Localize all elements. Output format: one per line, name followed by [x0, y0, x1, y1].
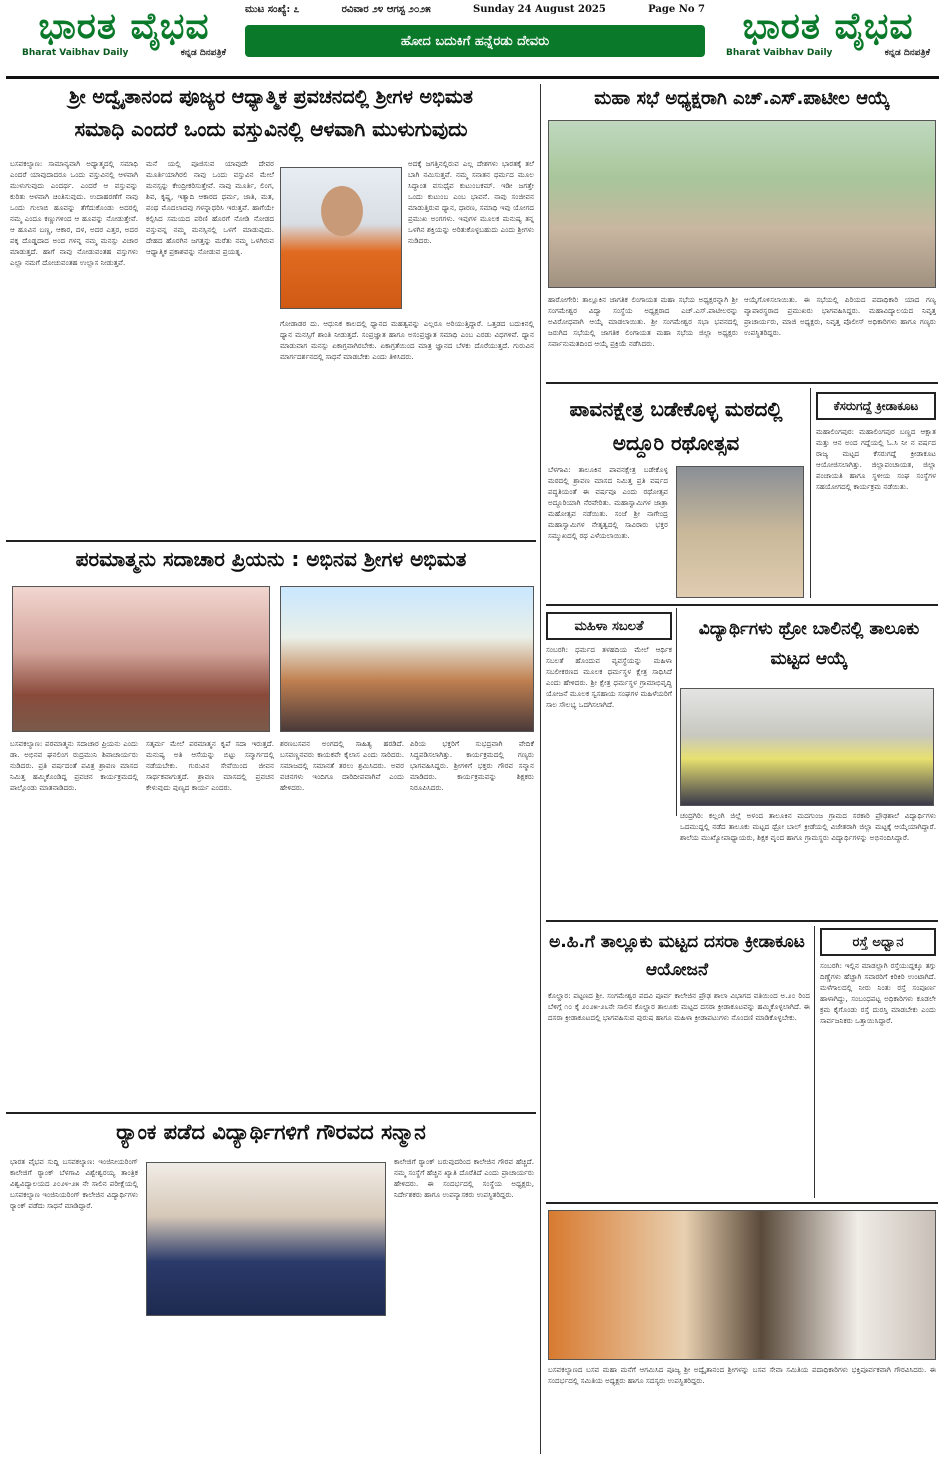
chariot-festival-photo: [676, 466, 804, 598]
masthead-rule: [6, 76, 939, 79]
article-body: ಕಾಲೇಜಿಗೆ ರ್‍ಯಾಂಕ್ ಬರುವುದರಿಂದ ಕಾಲೇಜಿನ ಗೌರವ ಹೆಚ್ಚಿದೆ. ನಮ್ಮ ಸಂಸ್ಥೆಗೆ ಹೆಚ್ಚಿನ ಖ್ಯಾತಿ ದೊರೆತಿದೆ ಎಂದು ಪ್ರಾಚಾರ್ಯರು ಹೇಳಿದರು. ಈ ಸಂದರ್ಭದಲ್ಲಿ ಸಂಸ್ಥೆಯ ಅಧ್ಯಕ್ಷರು, ನಿರ್ದೇಶಕರು ಹಾಗೂ ಉಪನ್ಯಾಸಕರು ಉಪಸ್ಥಿತರಿದ್ದರು.: [394, 1157, 534, 1199]
photo-caption: ಬಸವಕಲ್ಯಾಣದ ಬಸವ ಮಹಾ ಮನೆಗೆ ಆಗಮಿಸಿದ ಪೂಜ್ಯ ಶ್ರೀ ಅದ್ವೈತಾನಂದ ಶ್ರೀಗಳನ್ನು ಬಸವ ಸೇವಾ ಸಮಿತಿಯ ಪದಾಧಿಕಾರಿಗಳು ಭಕ್ತಿಪೂರ್ವಕವಾಗಿ ಗೌರವಿಸಿದರು. ಈ ಸಂದರ್ಭದಲ್ಲಿ ಸಮಿತಿಯ ಅಧ್ಯಕ್ಷರು ಹಾಗೂ ಸದಸ್ಯರು ಉಪಸ್ಥಿತರಿದ್ದರು.: [548, 1365, 936, 1385]
rank-students-group-photo: [146, 1162, 386, 1316]
section-divider: [546, 382, 938, 384]
kannada-date: ರವಿವಾರ ೨೪ ಆಗಸ್ಟ ೨೦೨೫: [341, 4, 431, 15]
article-body: ಮನೆ ಯಲ್ಲಿ ಪೂಜಿಸುವ ಯಾವುದೇ ದೇವರ ಮೂರ್ತಿಯಾಗಿರಲಿ ನಾವು ಒಂದು ವಸ್ತುವಿನ ಮೇಲೆ ಮನಸ್ಸನ್ನು ಕೇಂದ್ರೀಕರಿಸುತ್ತೇವೆ. ನಾವು ಮೂರ್ತಿ, ಲಿಂಗ, ಶಿವ, ಕೃಷ್ಣ, ಇತ್ಯಾದಿ ಆಕಾರದ ಧರ್ಮ, ಜಾತಿ, ಮತ, ಪಂಥ ಮೊದಲಾದವು ಗಳನ್ನಾಧರಿಸಿ ಇರುತ್ತವೆ. ಹಾಗೆಯೇ ಕಲ್ಪಿಸಿದ ಸಮಯದ ಪರಿಣಿ ಹೊರಗೆ ನೋಡಿ ನೋಡದ ವಸ್ತುವನ್ನ ನಮ್ಮ ಮನಸ್ಸಿನಲ್ಲಿ ಒಳಗೆ ಮಾಡುವುದು. ದೇಹದ ಹೊರಗಿನ ಜಗತ್ತನ್ನು ಮರೆತು ನಮ್ಮ ಒಳಗಿರುವ ಆಧ್ಯಾತ್ಮಿಕ ಪ್ರಕಾಶವನ್ನು ನೋಡುವ ಪ್ರಯತ್ನ.: [146, 159, 274, 256]
masthead: [0, 0, 945, 76]
brand-kannada: ಕನ್ನಡ ದಿನಪತ್ರಿಕೆ: [180, 48, 226, 58]
article-headline: ಮಹಿಳಾ ಸಬಲತೆ: [546, 612, 672, 640]
article-headline: ರಸ್ತೆ ಅಧ್ವಾನ: [820, 928, 936, 956]
article-body: ಸತ್ಕರ್ಮ ಮೇಲೆ ಪರಮಾತ್ಮನ ಕೃಪೆ ಸದಾ ಇರುತ್ತದೆ. ಮನುಷ್ಯ ಅತಿ ಆಸೆಯನ್ನು ಬಿಟ್ಟು ಸನ್ಮಾರ್ಗದಲ್ಲಿ ನಡೆಯಬೇಕು. ಗುರುವಿನ ಸೇವೆಯಿಂದ ಜೀವನ ಸಾರ್ಥಕವಾಗುತ್ತದೆ. ಶ್ರಾವಣ ಮಾಸದಲ್ಲಿ ಪ್ರವಚನ ಕೇಳುವುದು ಪುಣ್ಯದ ಕಾರ್ಯ ಎಂದರು.: [146, 739, 274, 792]
article-body: ಆಯ್ಕೆಗೊಳಿಸಲಾಯಿತು. ಈ ಸಭೆಯಲ್ಲಿ ಪಿರಿಯದ ಪದಾಧಿಕಾರಿ ಯಾದ ಗಣ್ಯ ವ್ಯಾಪಾರಸ್ಥರಾದ ಪ್ರಮುಖರು ಭಾಗವಹಿಸಿದ್ದರು. ಮಹಾವಿದ್ಯಾಲಯದ ನಿವೃತ್ತ ಪ್ರಾಚಾರ್ಯರು, ಮಾಜಿ ಅಧ್ಯಕ್ಷರು, ನಿವೃತ್ತ ಪೊಲೀಸ್ ಅಧಿಕಾರಿಗಳು ಹಾಗೂ ಗಣ್ಯರು ಉಪಸ್ಥಿತರಿದ್ದರು.: [744, 295, 936, 337]
article-body: ಸಂಬರಗಿ: ಧರ್ಮದ ತಳಹದಿಯ ಮೇಲೆ ಆರ್ಥಿಕ ಸಬಲತೆ ಹೊಂದುವ ವ್ಯವಸ್ಥೆಯನ್ನು ಮಹಿಳಾ ಸಬಲೀಕರಣದ ಮೂಲಕ ಧರ್ಮಸ್ಥಳ ಕ್ಷೇತ್ರ ಸಾಧಿಸಿದೆ ಎಂದು ಹೇಳಿದರು. ಶ್ರೀ ಕ್ಷೇತ್ರ ಧರ್ಮಸ್ಥಳ ಗ್ರಾಮಾಭಿವೃದ್ಧಿ ಯೋಜನೆ ಮೂಲಕ ಸ್ವಸಹಾಯ ಸಂಘಗಳ ಮಹಿಳೆಯರಿಗೆ ಸಾಲ ಸೌಲಭ್ಯ ಒದಗಿಸಲಾಗಿದೆ.: [546, 645, 672, 709]
issue-number: ಮುಟ ಸಂಖ್ಯೆ: ೭: [245, 4, 300, 15]
article-body: ಗೋಡಾಡರ ದು. ಆಧುನಿಕ ಕಾಲದಲ್ಲಿ ಧ್ಯಾನದ ಮಹತ್ವವನ್ನು ಎಲ್ಲರೂ ಅರಿಯುತ್ತಿದ್ದಾರೆ. ಒತ್ತಡದ ಬದುಕಿನಲ್ಲಿ ಧ್ಯಾನ ಮನಸ್ಸಿಗೆ ಶಾಂತಿ ನೀಡುತ್ತದೆ. ಸಂಪ್ರಜ್ಞಾತ ಹಾಗೂ ಅಸಂಪ್ರಜ್ಞಾತ ಸಮಾಧಿ ಎಂಬ ಎರಡು ವಿಧಗಳಿವೆ. ಧ್ಯಾನ ಮಾಡುವಾಗ ಮನಸ್ಸು ಏಕಾಗ್ರವಾಗಿರಬೇಕು. ಏಕಾಗ್ರತೆಯಿಂದ ಮಾತ್ರ ಜ್ಞಾನದ ಬೆಳಕು ದೊರೆಯುತ್ತದೆ. ಗುರುವಿನ ಮಾರ್ಗದರ್ಶನದಲ್ಲಿ ಸಾಧನೆ ಮಾಡಬೇಕು ಎಂದು ತಿಳಿಸಿದರು.: [280, 319, 534, 361]
article-headline: ಸಮಾಧಿ ಎಂದರೆ ಒಂದು ವಸ್ತುವಿನಲ್ಲಿ ಆಳವಾಗಿ ಮುಳುಗುವುದು: [74, 117, 468, 141]
swamiji-portrait-photo: [280, 167, 402, 309]
article-body: ಭಾರತ ವೈಭವ ಸುದ್ದಿ ಬಸವಕಲ್ಯಾಣ: ಇಂಜಿನೀಯರಿಂಗ್ ಕಾಲೇಜಿಗೆ ರ್‍ಯಾಂಕ್ ಬೆಳಗಾವಿ ವಿಶ್ವೇಶ್ವರಯ್ಯ ತಾಂತ್ರಿಕ ವಿಶ್ವವಿದ್ಯಾಲಯದ ೨೦೨೪-೨೫ ನೇ ಸಾಲಿನ ಪರೀಕ್ಷೆಯಲ್ಲಿ ಬಸವಕಲ್ಯಾಣ ಇಂಜಿನಿಯರಿಂಗ್ ಕಾಲೇಜಿನ ವಿದ್ಯಾರ್ಥಿಗಳು ರ್‍ಯಾಂಕ್ ಪಡೆದು ಸಾಧನೆ ಮಾಡಿದ್ದಾರೆ.: [10, 1157, 138, 1210]
column-divider: [540, 84, 541, 1454]
brand-english: Bharat Vaibhav Daily: [22, 48, 129, 58]
article-headline: ರ್‍ಯಾಂಕ ಪಡೆದ ವಿದ್ಯಾರ್ಥಿಗಳಿಗೆ ಗೌರವದ ಸನ್ಮಾನ: [116, 1120, 426, 1144]
article-headline: ಪರಮಾತ್ಮನು ಸದಾಚಾರ ಪ್ರಿಯನು : ಅಭಿನವ ಶ್ರೀಗಳ ಅಭಿಮತ: [75, 547, 467, 571]
article-body: ಬೆಳಗಾವಿ: ತಾಲೂಕಿನ ಪಾವನಕ್ಷೇತ್ರ ಬಡೇಕೊಳ್ಳ ಮಠದಲ್ಲಿ ಶ್ರಾವಣ ಮಾಸದ ನಿಮಿತ್ತ ಪ್ರತಿ ವರ್ಷದ ಪದ್ಧತಿಯಂತೆ ಈ ವರ್ಷವೂ ಎಂದು ರಥೋತ್ಸವ ಅದ್ದೂರಿಯಾಗಿ ನೆರವೇರಿತು. ಮಹಾಸ್ವಾಮಿಗಳ ಜಾತ್ರಾ ಮಹೋತ್ಸವ ನಡೆಯಿತು. ಸಂಜೆ ಶ್ರೀ ನಾಗೇಂದ್ರ ಮಹಾಸ್ವಾಮಿಗಳ ನೇತೃತ್ವದಲ್ಲಿ ಸಾವಿರಾರು ಭಕ್ತರ ಸಮ್ಮುಖದಲ್ಲಿ ರಥ ಎಳೆಯಲಾಯಿತು.: [548, 465, 668, 540]
face-shape: [321, 186, 363, 236]
article-body: ಬಸವಕಲ್ಯಾಣ: ಸಾಮಾನ್ಯವಾಗಿ ಅಧ್ಯಾತ್ಮದಲ್ಲಿ ಸಮಾಧಿ ಎಂದರೆ ಯಾವುದಾದರೂ ಒಂದು ವಸ್ತುವಿನಲ್ಲಿ ಆಳವಾಗಿ ಮುಳುಗುವುದು ಎಂದರ್ಥ. ಎಂದರೆ ಆ ವಸ್ತುವನ್ನು ಕುರಿತು ಆಳವಾಗಿ ಚಿಂತಿಸುವುದು. ಉದಾಹರಣೆಗೆ ನಾವು ಒಂದು ಗುಲಾಬಿ ಹೂವನ್ನು ತೆಗೆದುಕೊಂಡು ಅದರಲ್ಲಿ ನಮ್ಮ ಎಂದೂ ಕಣ್ಣುಗಳಿಂದ ಆ ಹೂವನ್ನು ನೋಡುತ್ತೇವೆ. ಆ ಹೂವಿನ ಬಣ್ಣ, ಆಕಾರ, ದಳ, ಅದರ ಎತ್ತರ, ಅದರ ಪಕ್ಕ ದೊಡ್ಡದಾದ ಅಂದ ಗಳನ್ನ ನಮ್ಮ ಮನಸ್ಸು ವಿಚಾರ ಮಾಡುತ್ತದೆ. ಹಾಗೆ ನಾವು ನೋಡುವಂತಹ ವಸ್ತುಗಳು ಎಲ್ಲಾ ನಮಗೆ ದೋಚುವಂತಹ ಉಲ್ಲಾಸ ನೀಡುತ್ತವೆ.: [10, 159, 138, 267]
section-divider: [6, 1112, 536, 1114]
article-headline: ಅ.ಹಿ.ಗೆ ತಾಲ್ಲೂಕು ಮಟ್ಟದ ದಸರಾ ಕ್ರೀಡಾಕೂಟ ಆಯೋಜನೆ: [549, 932, 805, 980]
brand-title: ಭಾರತ ವೈಭವ: [742, 5, 914, 47]
article-body: ಬಸವಕಲ್ಯಾಣ: ಪರಮಾತ್ಮನು ಸದಾಚಾರ ಪ್ರಿಯನು ಎಂದು ಡಾ. ಅಭಿನವ ಘನಲಿಂಗ ರುದ್ರಮುನಿ ಶಿವಾಚಾರ್ಯರು ನುಡಿದರು. ಪ್ರತಿ ವರ್ಷದಂತೆ ಪವಿತ್ರ ಶ್ರಾವಣ ಮಾಸದ ನಿಮಿತ್ತ ಹಮ್ಮಿಕೊಂಡಿದ್ದ ಪ್ರವಚನ ಕಾರ್ಯಕ್ರಮದಲ್ಲಿ ಪಾಲ್ಗೊಂಡು ಮಾತನಾಡಿದರು.: [10, 739, 138, 792]
brand-logo-left: [8, 4, 240, 68]
article-headline: ಪಾವನಕ್ಷೇತ್ರ ಬಡೇಕೊಳ್ಳ ಮಠದಲ್ಲಿ ಅದ್ದೂರಿ ರಥೋತ್ಸವ: [569, 397, 783, 455]
column-divider: [814, 926, 815, 1198]
page-number: Page No 7: [648, 4, 705, 15]
article-body: ಕೊಲ್ಹಾರ: ಪಟ್ಟಣದ ಶ್ರೀ. ಸಂಗಮೇಶ್ವರ ಪದವಿ ಪೂರ್ವ ಕಾಲೇಜಿನ ಪ್ರೌಢ ಶಾಲಾ ವಿಭಾಗದ ವತಿಯಿಂದ ಅ.೨೦ ರಿಂದ ಬೆಳಿಗ್ಗೆ ೧೦ ಕ್ಕೆ ೨೦೨೫-೨೬ನೇ ಸಾಲಿನ ಕೊಲ್ಹಾರ ತಾಲೂಕು ಮಟ್ಟದ ದಸರಾ ಕ್ರೀಡಾಕೂಟವನ್ನು ಹಮ್ಮಿಕೊಳ್ಳಲಾಗಿದೆ. ಈ ದಸರಾ ಕ್ರೀಡಾಕೂಟದಲ್ಲಿ ಭಾಗವಹಿಸುವ ಪುರುಷ ಹಾಗೂ ಮಹಿಳಾ ಕ್ರೀಡಾಪಟುಗಳು ನೊಂದಣಿ ಮಾಡಿಕೊಳ್ಳಬೇಕು.: [548, 991, 810, 1022]
section-divider: [546, 920, 938, 922]
article-body: ಮಹಾಲಿಂಗಪುರ: ಮಹಾಲಿಂಗಪುರ ಬಣ್ಣದ ಆಕ್ಷಾತ ಮತ್ತು ಆನ ಅಂದ ಗದ್ದೆಯಲ್ಲಿ ಓ.ಸಿ ನೀ ನ ವರ್ಷದ ರಾಜ್ಯ ಮಟ್ಟದ ಕೆಸರುಗದ್ದೆ ಕ್ರೀಡಾಕೂಟ ಆಯೋಜಿಸಲಾಗಿತ್ತು. ಜಿಲ್ಲಾಪಂಚಾಯತ, ಜಿಲ್ಲಾ ಪಂಚಾಯತಿ ಹಾಗೂ ಸ್ಥಳೀಯ ಸಂಘ ಸಂಸ್ಥೆಗಳ ಸಹಯೋಗದಲ್ಲಿ ಕಾರ್ಯಕ್ರಮ ನಡೆಯಿತು.: [816, 427, 936, 491]
issue-date: Sunday 24 August 2025: [473, 4, 606, 15]
issue-info: [245, 4, 705, 22]
column-divider: [810, 388, 811, 598]
brand-english: Bharat Vaibhav Daily: [726, 48, 833, 58]
section-divider: [546, 1202, 938, 1204]
meeting-group-photo: [548, 120, 936, 288]
article-body: ಪಿರಿಯ ಭಕ್ತರಿಗೆ ಸುಭದ್ರವಾಗಿ ವೇದಿಕೆ ಸಿದ್ಧಪಡಿಸಲಾಗಿತ್ತು. ಕಾರ್ಯಕ್ರಮದಲ್ಲಿ ಗಣ್ಯರು ಭಾಗವಹಿಸಿದ್ದರು. ಶ್ರೀಗಳಿಗೆ ಭಕ್ತರು ಗೌರವ ಸನ್ಮಾನ ಮಾಡಿದರು. ಕಾರ್ಯಕ್ರಮವನ್ನು ಶಿಕ್ಷಕರು ನಿರೂಪಿಸಿದರು.: [410, 739, 534, 792]
article-body: ಸಂಬರಗಿ: ಇಲ್ಲಿನ ಮಾಡಲ್ಲಾಗಿ ರಸ್ತೆಯುದ್ದಕ್ಕೂ ತಗ್ಗು ದಿಣ್ಣೆಗಳು ಹೆಚ್ಚಾಗಿ ಸವಾರರಿಗೆ ಕಿರಿಕಿರಿ ಉಂಟಾಗಿದೆ. ಮಳೆಗಾಲದಲ್ಲಿ ನೀರು ನಿಂತು ರಸ್ತೆ ಸಂಪೂರ್ಣ ಹಾಳಾಗಿದ್ದು, ಸಂಬಂಧಪಟ್ಟ ಅಧಿಕಾರಿಗಳು ಕೂಡಲೇ ಕ್ರಮ ಕೈಗೊಂಡು ರಸ್ತೆ ದುರಸ್ತಿ ಮಾಡಬೇಕು ಎಂದು ಸಾರ್ವಜನಿಕರು ಒತ್ತಾಯಿಸಿದ್ದಾರೆ.: [820, 961, 936, 1025]
felicitation-photo-2: [280, 586, 534, 732]
brand-title: ಭಾರತ ವೈಭವ: [38, 5, 210, 47]
article-body: ಹಾರೋಗೇರಿ: ತಾಲ್ಲೂಕಿನ ಜಾಗತಿಕ ಲಿಂಗಾಯತ ಮಹಾ ಸಭೆಯ ಅಧ್ಯಕ್ಷರನ್ನಾಗಿ ಶ್ರೀ ಸಂಗಮೇಶ್ವರ ವಿದ್ಯಾ ಸಂಸ್ಥೆಯ ಅಧ್ಯಕ್ಷರಾದ ಎಚ್.ಎಸ್.ಪಾಟೀಲರನ್ನು ಅವಿರೋಧವಾಗಿ ಆಯ್ಕೆ ಮಾಡಲಾಯಿತು. ಶ್ರೀ ಸಂಗಮೇಶ್ವರ ಸಭಾ ಭವನದಲ್ಲಿ ಜರುಗಿದ ಸಭೆಯಲ್ಲಿ ಜಾಗತಿಕ ಲಿಂಗಾಯತ ಮಹಾ ಸಭೆಯ ಜಿಲ್ಲಾ ಅಧ್ಯಕ್ಷರು ಸರ್ವಾನುಮತದಿಂದ ಆಯ್ಕೆ ಪ್ರಕ್ರಿಯೆ ನಡೆಸಿದರು.: [548, 295, 738, 348]
section-divider: [546, 604, 938, 606]
brand-logo-right: [712, 4, 944, 68]
felicitation-photo-1: [12, 586, 270, 732]
column-divider: [676, 608, 677, 816]
article-body: ಚಂದ್ರಗಿರಿ: ಕಲ್ಲಂಗಿ ಜಿಲ್ಲೆ ಅಳಂದ ತಾಲೂಕಿನ ಮದಗುಂಜ ಗ್ರಾಮದ ಸರಕಾರಿ ಪ್ರೌಢಶಾಲೆ ವಿದ್ಯಾರ್ಥಿಗಳು ಒದಮುದ್ದಲ್ಲಿ ನಡೆದ ತಾಲೂಕು ಮಟ್ಟದ ಥ್ರೋ ಬಾಲ್ ಕ್ರೀಡೆಯಲ್ಲಿ ವಿಜೇತರಾಗಿ ಜಿಲ್ಲಾ ಮಟ್ಟಕ್ಕೆ ಆಯ್ಕೆಯಾಗಿದ್ದಾರೆ. ಶಾಲೆಯ ಮುಖ್ಯೋಪಾಧ್ಯಾಯರು, ಶಿಕ್ಷಕ ವೃಂದ ಹಾಗೂ ಗ್ರಾಮಸ್ಥರು ವಿದ್ಯಾರ್ಥಿಗಳನ್ನು ಅಭಿನಂದಿಸಿದ್ದಾರೆ.: [680, 811, 936, 842]
article-body: ಶರಣಬಸವನ ಅಂಗದಲ್ಲಿ ಸಾಹಿತ್ಯ ಹರಡಿದೆ. ಬಸವಣ್ಣನವರು ಕಾಯಕವೇ ಕೈಲಾಸ ಎಂದು ಸಾರಿದರು. ಸಮಾಜದಲ್ಲಿ ಸಮಾನತೆ ತರಲು ಶ್ರಮಿಸಿದರು. ಅವರ ವಚನಗಳು ಇಂದಿಗೂ ದಾರಿದೀಪವಾಗಿವೆ ಎಂದು ಹೇಳಿದರು.: [280, 739, 404, 792]
article-body: ಅದಕ್ಕೆ ಜಗತ್ತಿನಲ್ಲಿರುವ ಎಲ್ಲ ದೇಶಗಳು ಭಾರತಕ್ಕೆ ತಲೆ ಬಾಗಿ ನಮಿಸುತ್ತವೆ. ನಮ್ಮ ಸನಾತನ ಧರ್ಮದ ಮೂಲ ಸಿದ್ಧಾಂತ ವಸುಧೈವ ಕುಟುಂಬಕಮ್. ಇಡೀ ಜಗತ್ತೇ ಒಂದು ಕುಟುಂಬ ಎಂಬ ಭಾವನೆ. ನಾವು ಸಂಜೀವನ ಮಾಡುತ್ತಿರುವ ಧ್ಯಾನ, ಧಾರಣ, ಸಮಾಧಿ ಇವು ಯೋಗದ ಪ್ರಮುಖ ಅಂಗಗಳು. ಇವುಗಳ ಮೂಲಕ ಮನುಷ್ಯ ತನ್ನ ಒಳಗಿನ ಶಕ್ತಿಯನ್ನು ಅರಿತುಕೊಳ್ಳಬಹುದು ಎಂದು ಶ್ರೀಗಳು ನುಡಿದರು.: [408, 159, 534, 245]
slogan-banner: ಹೋದ ಬದುಕಿಗೆ ಹನ್ನೆರಡು ದೇವರು: [245, 25, 705, 57]
section-divider: [6, 540, 536, 542]
article-headline: ವಿದ್ಯಾರ್ಥಿಗಳು ಥ್ರೋ ಬಾಲಿನಲ್ಲಿ ತಾಲೂಕು ಮಟ್ಟದ ಆಯ್ಕೆ: [698, 619, 920, 669]
brand-kannada: ಕನ್ನಡ ದಿನಪತ್ರಿಕೆ: [884, 48, 930, 58]
article-headline: ಕೆಸರುಗದ್ದೆ ಕ್ರೀಡಾಕೂಟ: [816, 392, 936, 420]
article-headline: ಮಹಾ ಸಭೆ ಅಧ್ಯಕ್ಷರಾಗಿ ಎಚ್.ಎಸ್.ಪಾಟೀಲ ಆಯ್ಕೆ: [594, 88, 890, 109]
throwball-team-photo: [680, 688, 934, 806]
article-headline: ಶ್ರೀ ಅದ್ವೈತಾನಂದ ಪೂಜ್ಯರ ಆಧ್ಯಾತ್ಮಿಕ ಪ್ರವಚನದಲ್ಲಿ ಶ್ರೀಗಳ ಅಭಿಮತ: [69, 86, 473, 108]
swamiji-felicitation-photo: [548, 1210, 936, 1360]
